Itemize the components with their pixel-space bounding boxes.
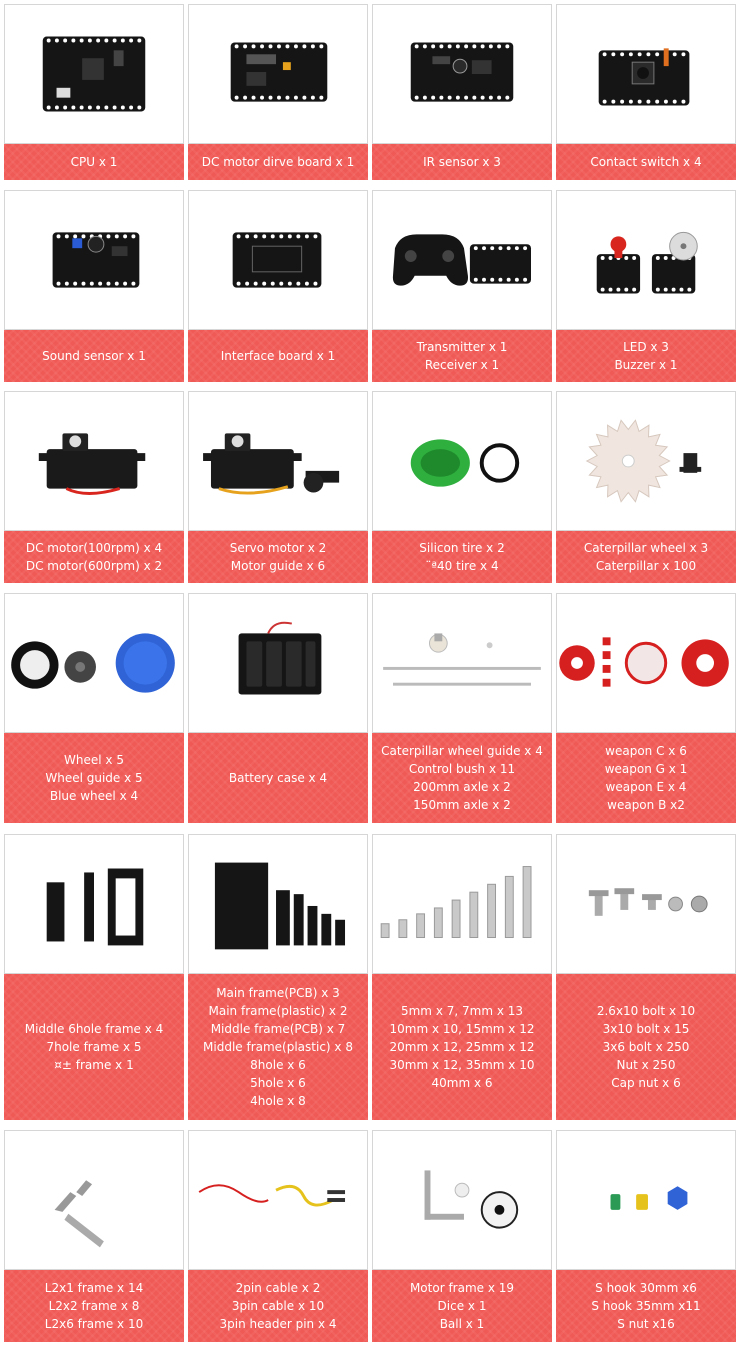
caption-line: 5hole x 6 (250, 1076, 306, 1090)
part-photo (4, 593, 184, 733)
caption-line: S nut x16 (617, 1317, 675, 1331)
caption-line: 10mm x 10, 15mm x 12 (389, 1022, 535, 1036)
part-card (188, 4, 368, 180)
part-photo (4, 834, 184, 974)
part-caption (556, 1270, 736, 1342)
caption-line: Caterpillar wheel x 3 (583, 541, 709, 555)
part-card (372, 1130, 552, 1342)
caption-line: Receiver x 1 (424, 358, 500, 372)
part-card (556, 4, 736, 180)
part-caption (4, 330, 184, 382)
part-photo (4, 1130, 184, 1270)
caption-line: 20mm x 12, 25mm x 12 (389, 1040, 535, 1054)
part-caption (372, 531, 552, 583)
caption-line: weapon C x 6 (605, 744, 687, 758)
part-card (4, 834, 184, 1120)
part-photo (556, 593, 736, 733)
part-caption (188, 144, 368, 180)
caption-line: Caterpillar x 100 (595, 559, 697, 573)
part-caption (556, 733, 736, 823)
caption-line: Sound sensor x 1 (42, 349, 146, 363)
caption-line: Main frame(plastic) x 2 (208, 1004, 348, 1018)
part-caption (4, 1270, 184, 1342)
caption-line: Control bush x 11 (408, 762, 516, 776)
part-photo (372, 1130, 552, 1270)
part-photo (188, 190, 368, 330)
part-photo (372, 190, 552, 330)
caption-line: 2.6x10 bolt x 10 (596, 1004, 696, 1018)
part-photo (556, 391, 736, 531)
part-card (188, 593, 368, 823)
caption-line: Interface board x 1 (220, 349, 336, 363)
caption-line: weapon E x 4 (605, 780, 687, 794)
part-caption (188, 531, 368, 583)
caption-line: CPU x 1 (70, 155, 118, 169)
caption-line: Middle frame(plastic) x 8 (203, 1040, 353, 1054)
part-card (372, 4, 552, 180)
part-photo (188, 4, 368, 144)
part-photo (556, 190, 736, 330)
part-card (556, 190, 736, 382)
caption-line: Servo motor x 2 (229, 541, 327, 555)
part-caption (188, 974, 368, 1120)
caption-line: Transmitter x 1 (416, 340, 508, 354)
caption-line: Caterpillar wheel guide x 4 (381, 744, 543, 758)
part-photo (4, 190, 184, 330)
part-caption (188, 733, 368, 823)
part-card (556, 1130, 736, 1342)
caption-line: IR sensor x 3 (423, 155, 501, 169)
part-caption (4, 974, 184, 1120)
caption-line: 40mm x 6 (431, 1076, 493, 1090)
part-caption (372, 733, 552, 823)
part-card (372, 834, 552, 1120)
caption-line: 3x10 bolt x 15 (602, 1022, 690, 1036)
part-card (372, 190, 552, 382)
part-photo (556, 1130, 736, 1270)
caption-line: weapon G x 1 (604, 762, 688, 776)
caption-line: Contact switch x 4 (590, 155, 702, 169)
caption-line: Motor guide x 6 (230, 559, 326, 573)
part-photo (4, 391, 184, 531)
caption-line: Ball x 1 (439, 1317, 485, 1331)
part-photo (4, 4, 184, 144)
part-card (372, 593, 552, 823)
caption-line: Middle 6hole frame x 4 (24, 1022, 164, 1036)
caption-line: Blue wheel x 4 (49, 789, 139, 803)
caption-line: Main frame(PCB) x 3 (216, 986, 340, 1000)
part-caption (4, 531, 184, 583)
part-photo (188, 834, 368, 974)
part-caption (556, 144, 736, 180)
part-card (188, 1130, 368, 1342)
part-caption (372, 1270, 552, 1342)
caption-line: Buzzer x 1 (614, 358, 678, 372)
caption-line: Silicon tire x 2 (419, 541, 505, 555)
caption-line: 5mm x 7, 7mm x 13 (400, 1004, 524, 1018)
caption-line: 150mm axle x 2 (413, 798, 511, 812)
caption-line: Motor frame x 19 (409, 1281, 515, 1295)
part-card (4, 190, 184, 382)
caption-line: 8hole x 6 (250, 1058, 306, 1072)
part-card (556, 391, 736, 583)
part-photo (556, 4, 736, 144)
caption-line: Battery case x 4 (228, 771, 328, 785)
caption-line: ¤± frame x 1 (54, 1058, 134, 1072)
caption-line: DC motor(100rpm) x 4 (25, 541, 163, 555)
caption-line: Middle frame(PCB) x 7 (210, 1022, 346, 1036)
part-card (188, 391, 368, 583)
part-card (556, 834, 736, 1120)
part-caption (4, 733, 184, 823)
part-photo (188, 391, 368, 531)
part-photo (372, 593, 552, 733)
caption-line: L2x6 frame x 10 (44, 1317, 144, 1331)
part-card (4, 1130, 184, 1342)
caption-line: 3x6 bolt x 250 (602, 1040, 690, 1054)
caption-line: S hook 30mm x6 (595, 1281, 697, 1295)
caption-line: L2x1 frame x 14 (44, 1281, 144, 1295)
part-photo (188, 593, 368, 733)
caption-line: DC motor dirve board x 1 (201, 155, 355, 169)
part-card (556, 593, 736, 823)
caption-line: 3pin header pin x 4 (219, 1317, 337, 1331)
part-card (188, 190, 368, 382)
part-card (4, 593, 184, 823)
part-photo (372, 391, 552, 531)
part-caption (188, 330, 368, 382)
part-card (4, 391, 184, 583)
caption-line: DC motor(600rpm) x 2 (25, 559, 163, 573)
part-card (372, 391, 552, 583)
part-caption (372, 974, 552, 1120)
caption-line: weapon B x2 (607, 798, 685, 812)
caption-line: S hook 35mm x11 (591, 1299, 701, 1313)
part-photo (556, 834, 736, 974)
part-caption (556, 330, 736, 382)
caption-line: Dice x 1 (437, 1299, 487, 1313)
caption-line: Wheel x 5 (64, 753, 124, 767)
caption-line: 4hole x 8 (250, 1094, 306, 1108)
caption-line: LED x 3 (623, 340, 669, 354)
caption-line: 2pin cable x 2 (235, 1281, 321, 1295)
caption-line: ¨ª40 tire x 4 (425, 559, 499, 573)
caption-line: 30mm x 12, 35mm x 10 (389, 1058, 535, 1072)
part-caption (372, 330, 552, 382)
part-caption (4, 144, 184, 180)
caption-line: 7hole frame x 5 (46, 1040, 142, 1054)
caption-line: Nut x 250 (616, 1058, 676, 1072)
part-caption (556, 974, 736, 1120)
caption-line: 3pin cable x 10 (231, 1299, 325, 1313)
caption-line: 200mm axle x 2 (413, 780, 511, 794)
part-caption (188, 1270, 368, 1342)
part-photo (188, 1130, 368, 1270)
part-card (188, 834, 368, 1120)
part-photo (372, 4, 552, 144)
caption-line: Wheel guide x 5 (45, 771, 143, 785)
caption-line: L2x2 frame x 8 (48, 1299, 140, 1313)
part-caption (556, 531, 736, 583)
caption-line: Cap nut x 6 (611, 1076, 681, 1090)
part-caption (372, 144, 552, 180)
part-card (4, 4, 184, 180)
part-photo (372, 834, 552, 974)
